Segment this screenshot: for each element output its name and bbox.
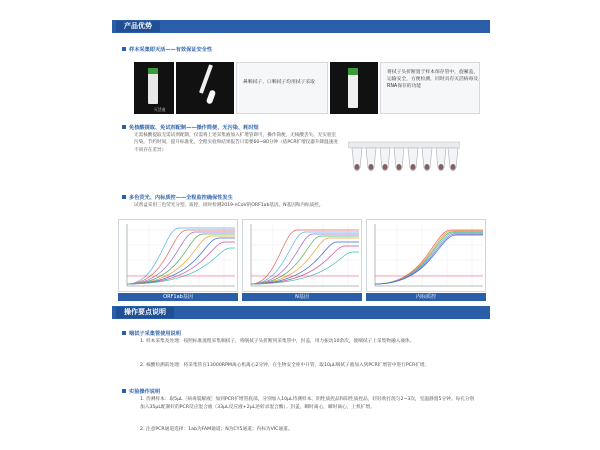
amplification-chart-orf1ab (118, 219, 238, 292)
section-header-operation (112, 306, 490, 319)
operation-item-3: 1. 待测样本：取5μL［病毒裂解液］加到PCR扩增管底部，分别加入10μL待测样本、阴性质控品和阳性质控品，轻轻吹打混匀2~3次，室温静置5分钟。每孔分别加入35μL配制好的PCR反应混合液（33μL反应液+2μL逆转录混合酶）。封盖，瞬时离心，瞬时离心，上机扩增。 (140, 397, 475, 410)
tube-label-text: 灭活液 (154, 107, 166, 112)
bullet-square-icon (122, 47, 126, 51)
feature-heading-2: 免核酸提取、免试剂配制——操作简便、无污染、耗时短 (122, 124, 259, 131)
operation-subheading-2: 实验操作说明 (122, 388, 160, 395)
operation-item-1: 1. 样本采集及处理：按照标准流程采集咽拭子，将咽拭子头折断到采集管中，封盖，用力振动10余次，使咽拭子上采集物融入液体。 (140, 339, 415, 344)
amplification-chart-internal-control (366, 219, 486, 292)
amplification-chart-n (242, 219, 362, 292)
chart-label-n: N基因 (242, 293, 362, 301)
photo-tube-label (134, 62, 174, 114)
feature-heading-1: 样本采集即灭活——有效保证安全性 (122, 46, 212, 53)
section-title-advantages: 产品优势 (116, 21, 160, 32)
section-title-operation: 操作要点说明 (116, 307, 174, 318)
bullet-square-icon (122, 195, 126, 199)
feature-heading-3: 多色荧光、内标质控——全程监控确保性发生 (122, 194, 233, 201)
pcr-tube-strip-image (348, 140, 460, 178)
operation-subheading-1: 咽拭子采集管使用说明 (122, 330, 181, 337)
panel-swab-collection (236, 62, 328, 114)
feature2-body: 无需核酸提取无需试剂配制，仅需将上述采集液加入扩增管即可，操作简便，无核酸丢失、无实验室污染。节约时间，提升标准化，全程实验和结果报告只需要60~80分钟（依PCR扩增仪器升降温速度不同存在差异） (134, 133, 338, 153)
bullet-square-icon (122, 331, 126, 335)
feature3-body: 试剂盒采用三色荧光分型、质控，同时检测2019-nCoV的ORF1ab基因、N基因和内标质控。 (134, 203, 324, 208)
brochure-page (112, 12, 490, 442)
section-header-advantages (112, 20, 490, 33)
bullet-square-icon (122, 389, 126, 393)
panel1-text: 鼻咽拭子、口咽拭子均用拭子采取 (243, 80, 315, 85)
chart-label-internal-control: 内标质控 (366, 293, 486, 301)
chart-label-orf1ab: ORF1ab基因 (118, 293, 238, 301)
operation-item-4: 2. 注意PCR通道选择：1ab为FAM通道；N为CY5通道；内标为VIC通道。 (140, 427, 293, 432)
photo-swab (176, 62, 234, 114)
photo-tube-closed (330, 62, 378, 114)
panel2-text: 将拭子头折断置于样本保存管中，旋紧盖，运输安全，方便检测，同时具有灭活病毒及RNA保存的功能 (387, 70, 479, 89)
panel-storage-tube (380, 62, 480, 114)
bullet-square-icon (122, 125, 126, 129)
operation-item-2: 2. 核酸检测前处理：将采集管在13000RPM离心机离心2分钟，在生物安全柜中开管，取10μL咽拭子液加入到PCR扩增管中进行PCR扩增。 (140, 363, 430, 368)
